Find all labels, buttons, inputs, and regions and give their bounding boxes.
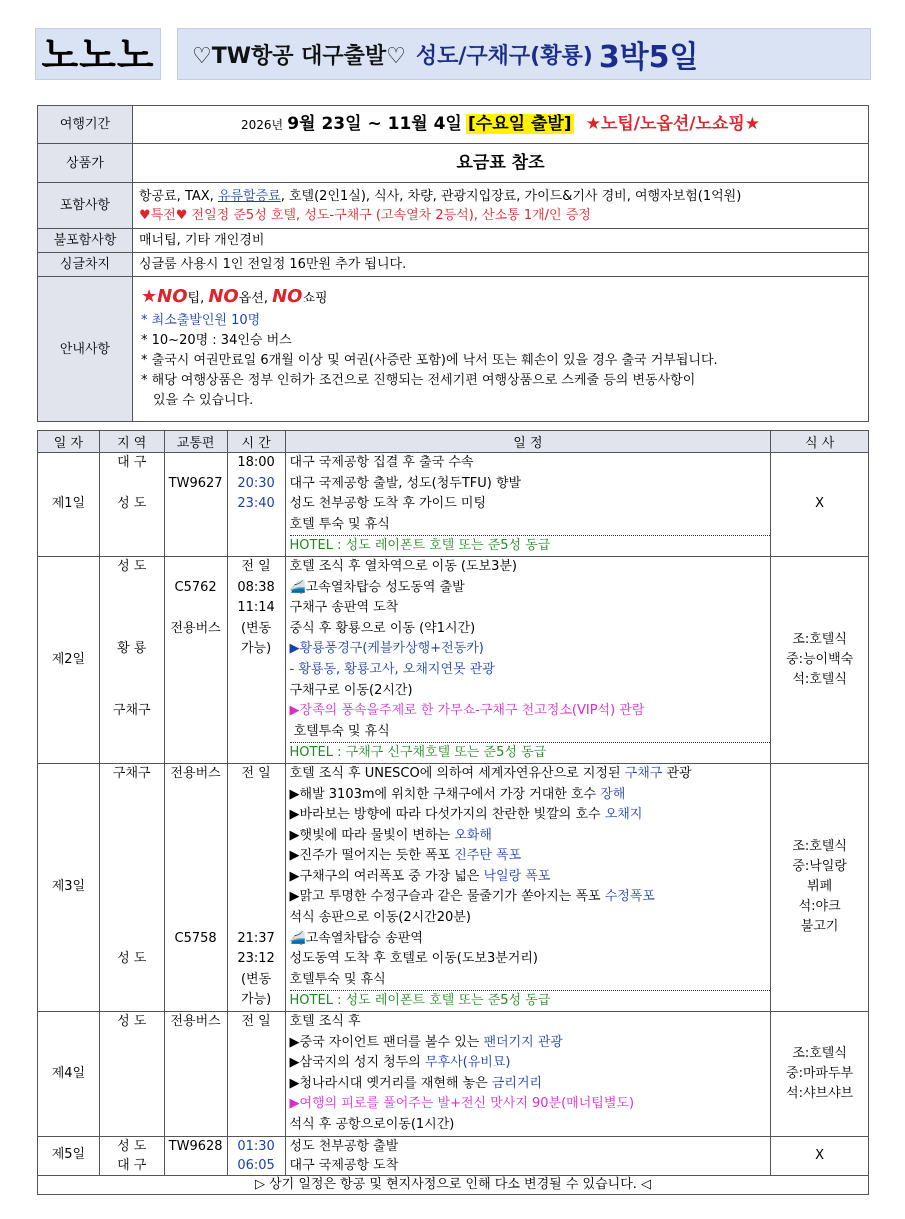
day-4-transport <box>164 1012 227 1137</box>
notice-line-4: * 출국시 여권만료일 6개월 이상 및 여권(사증란 포함)에 낙서 또는 훼손이 있을 경우 출국 거부됩니다. <box>141 353 718 368</box>
day-2-plan-8: ▶장족의 풍속을주제로 한 가무쇼-구채구 천고정소(VIP석) 관람 <box>289 703 645 719</box>
day-4-meal <box>771 1012 869 1137</box>
day-3-times <box>227 763 285 1011</box>
day-2-plan-2: 🚄고속열차탑승 성도동역 출발 <box>289 579 465 595</box>
day-3-city-1: 구채구 <box>112 765 151 781</box>
day-5-region <box>99 1136 164 1175</box>
day-3-dinner-2: 불고기 <box>800 919 839 935</box>
header-transport: 교통편 <box>164 431 227 453</box>
title-duration: 3박5일 <box>598 40 699 75</box>
day-2-breakfast: 조:호텔식 <box>792 631 847 647</box>
day-5-meal: X <box>771 1136 869 1175</box>
day-4-city: 성 도 <box>117 1014 147 1030</box>
header-region: 지 역 <box>99 431 164 453</box>
day-5-flight: TW9628 <box>168 1138 223 1154</box>
day-2-dinner: 석:호텔식 <box>792 671 847 687</box>
day-3-plan <box>285 763 771 1011</box>
day-4-plan-1: 호텔 조식 후 <box>289 1014 361 1030</box>
day-4-time: 전 일 <box>241 1014 271 1030</box>
badge-text: 노노노 <box>41 33 155 77</box>
single-label: 싱글차지 <box>38 253 133 277</box>
notice-no-3: NO <box>272 286 303 307</box>
notice-star: ★ <box>141 286 158 307</box>
title-destination: 성도/구채구(황룡) <box>415 43 593 69</box>
single-value: 싱글룸 사용시 1인 전일정 16만원 추가 됩니다. <box>133 253 869 277</box>
day-4-dinner: 석:샤브샤브 <box>786 1085 854 1101</box>
day-3-breakfast: 조:호텔식 <box>792 839 847 855</box>
day-1-time-2: 20:30 <box>237 475 275 491</box>
day-2-hotel: HOTEL : 구채구 신구채호텔 또는 준5성 동급 <box>290 742 771 763</box>
day-3-lunch-2: 뷔페 <box>807 879 833 895</box>
day-4-plan-2: ▶중국 자이언트 팬더를 볼수 있는 팬더기지 관광 <box>289 1034 563 1050</box>
day-2-label: 제2일 <box>38 556 100 763</box>
day-3-transport <box>164 763 227 1011</box>
period-year: 2026년 <box>241 117 284 132</box>
day-4-plan-3: ▶삼국지의 성지 청두의 무후사(유비묘) <box>289 1055 511 1071</box>
day-1-time-1: 18:00 <box>237 455 275 470</box>
day-5-row <box>38 1136 869 1175</box>
include-value <box>133 183 869 229</box>
day-3-hotel: HOTEL : 성도 레이폰트 호텔 또는 준5성 동급 <box>290 990 771 1011</box>
day-3-plan-5: ▶진주가 떨어지는 듯한 폭포 진주탄 폭포 <box>289 848 522 864</box>
period-range: 9월 23일 ~ 11월 4일 <box>287 113 462 134</box>
day-2-plan-3: 구채구 송판역 도착 <box>289 600 399 616</box>
period-departure: [수요일 출발] <box>468 113 572 134</box>
day-4-row <box>38 1012 869 1137</box>
info-table <box>37 105 869 422</box>
day-1-times <box>227 453 285 557</box>
day-5-time-1: 01:30 <box>237 1138 275 1154</box>
header-date: 일 자 <box>38 431 100 453</box>
day-4-breakfast: 조:호텔식 <box>792 1045 847 1061</box>
day-2-plan-4: 중식 후 황룡으로 이동 (약1시간) <box>289 620 476 636</box>
notice-no-2: NO <box>208 286 239 307</box>
day-3-plan-11: 호텔투숙 및 휴식 <box>289 971 386 987</box>
day-2-city-2: 황 룡 <box>117 641 147 657</box>
day-2-time-4: (변동 <box>240 620 272 636</box>
day-3-time-3: 23:12 <box>237 951 275 967</box>
include-line-2: ♥특전♥ 전일정 준5성 호텔, 성도-구채구 (고속열차 2등석), 산소통 1개/인 증정 <box>139 207 591 223</box>
day-3-plan-8: 석식 송판으로 이동(2시간20분) <box>289 910 471 926</box>
day-1-transport <box>164 453 227 557</box>
title-airline: ♡TW항공 대구출발♡ <box>192 43 406 69</box>
notice-value <box>133 277 869 422</box>
day-3-bus: 전용버스 <box>170 765 221 781</box>
day-3-dinner: 석:야크 <box>798 899 841 915</box>
header-itinerary: 일 정 <box>285 431 771 453</box>
day-4-plan-4: ▶청나라시대 옛거리를 재현해 놓은 금리거리 <box>289 1075 543 1091</box>
include-text-fuel: 유류할증료 <box>217 188 281 204</box>
day-2-city-3: 구채구 <box>112 703 151 719</box>
day-4-times <box>227 1012 285 1137</box>
day-4-plan-6: 석식 후 공항으로이동(1시간) <box>289 1117 455 1132</box>
day-3-train: C5758 <box>174 930 217 946</box>
notice-shopping: 쇼핑 <box>302 291 328 306</box>
day-4-plan <box>285 1012 771 1137</box>
day-3-row <box>38 763 869 1011</box>
notice-line-3: * 10~20명 : 34인승 버스 <box>141 333 292 348</box>
day-2-time-2: 08:38 <box>237 579 275 595</box>
day-3-city-2: 성 도 <box>117 951 147 967</box>
notice-option: 옵션, <box>238 291 273 306</box>
day-3-time-4: (변동 <box>240 971 272 987</box>
day-2-lunch: 중:능이백숙 <box>786 651 854 667</box>
day-3-plan-1: 호텔 조식 후 UNESCO에 의하여 세계자연유산으로 지정된 구채구 관광 <box>289 765 692 781</box>
day-5-city-1: 성 도 <box>117 1138 147 1154</box>
day-2-plan-5: ▶황룡풍경구(케블카상행+전동카) <box>289 641 484 657</box>
include-text-a: 항공료, TAX, <box>139 188 218 204</box>
day-2-time-1: 전 일 <box>241 558 271 574</box>
day-3-time-1: 전 일 <box>241 765 271 781</box>
day-1-meal: X <box>771 453 869 557</box>
day-2-train: C5762 <box>174 579 217 595</box>
schedule-footnote: ▷ 상기 일정은 항공 및 현지사정으로 인해 다소 변경될 수 있습니다. ◁ <box>38 1175 869 1194</box>
page-title <box>177 28 871 80</box>
day-1-region <box>99 453 164 557</box>
day-4-plan-5: ▶여행의 피로를 풀어주는 발+전신 맛사지 90분(매너팁별도) <box>289 1096 635 1112</box>
day-3-region <box>99 763 164 1011</box>
period-tag: ★노팁/노옵션/노쇼핑★ <box>585 113 760 134</box>
day-3-plan-6: ▶구채구의 여러폭포 중 가장 넓은 낙일랑 폭포 <box>289 868 551 884</box>
day-3-plan-2: ▶해발 3103m에 위치한 구채구에서 가장 거대한 호수 장해 <box>289 786 626 802</box>
notice-tip: 팁, <box>187 291 209 306</box>
header-time: 시 간 <box>227 431 285 453</box>
day-2-meal <box>771 556 869 763</box>
day-2-transport <box>164 556 227 763</box>
include-text-c: , 호텔(2인1실), 식사, 차량, 관광지입장료, 가이드&기사 경비, 여행자보험(1억원) <box>280 188 742 204</box>
product-badge <box>35 28 161 80</box>
include-label: 포함사항 <box>38 183 133 229</box>
day-1-hotel: HOTEL : 성도 레이폰트 호텔 또는 준5성 동급 <box>290 535 771 556</box>
day-1-city-1: 대 구 <box>117 455 147 470</box>
day-2-time-5: 가능) <box>240 641 272 657</box>
day-4-region <box>99 1012 164 1137</box>
notice-no-1: NO <box>157 286 188 307</box>
notice-no-line <box>141 287 862 311</box>
day-3-plan-9: 🚄고속열차탑승 송판역 <box>289 930 423 946</box>
period-value <box>133 106 869 144</box>
day-3-label: 제3일 <box>38 763 100 1011</box>
day-2-bus: 전용버스 <box>170 620 221 636</box>
exclude-label: 불포함사항 <box>38 229 133 253</box>
notice-line-5: * 해당 여행상품은 정부 인허가 조건으로 진행되는 전세기편 여행상품으로 스케줄 등의 변동사항이 <box>141 373 696 388</box>
day-1-city-2: 성 도 <box>117 496 147 512</box>
day-2-plan-7: 구채구로 이동(2시간) <box>289 682 413 698</box>
price-value: 요금표 참조 <box>133 144 869 183</box>
day-3-meal <box>771 763 869 1011</box>
day-1-plan-4: 호텔 투숙 및 휴식 <box>289 516 390 532</box>
day-1-label: 제1일 <box>38 453 100 557</box>
notice-line-6: 있을 수 있습니다. <box>153 393 254 408</box>
day-5-plan <box>285 1136 771 1175</box>
day-1-time-3: 23:40 <box>237 496 275 512</box>
day-5-time-2: 06:05 <box>237 1157 275 1173</box>
day-5-transport <box>164 1136 227 1175</box>
day-1-plan <box>285 453 771 557</box>
day-2-plan-6: - 황룡동, 황룡고사, 오채지연못 관광 <box>289 661 495 677</box>
notice-line-2: * 최소출발인원 10명 <box>141 313 261 328</box>
day-1-flight: TW9627 <box>168 475 223 491</box>
price-label: 상품가 <box>38 144 133 183</box>
day-5-plan-2: 대구 국제공항 도착 <box>289 1157 399 1173</box>
day-3-plan-4: ▶햇빛에 따라 물빛이 변하는 오화해 <box>289 827 492 843</box>
period-label: 여행기간 <box>38 106 133 144</box>
day-4-bus: 전용버스 <box>170 1014 221 1030</box>
day-2-times <box>227 556 285 763</box>
include-line-1 <box>139 187 862 206</box>
day-1-plan-3: 성도 천부공항 도착 후 가이드 미팅 <box>289 496 487 512</box>
exclude-value: 매너팁, 기타 개인경비 <box>133 229 869 253</box>
day-2-time-3: 11:14 <box>237 600 275 616</box>
day-2-row <box>38 556 869 763</box>
schedule-table <box>37 430 869 1195</box>
day-3-plan-7: ▶맑고 투명한 수정구슬과 같은 물줄기가 쏟아지는 폭포 수정폭포 <box>289 889 655 905</box>
day-3-lunch: 중:낙일랑 <box>792 859 847 875</box>
day-3-plan-10: 성도동역 도착 후 호텔로 이동(도보3분거리) <box>289 951 538 967</box>
day-3-time-5: 가능) <box>240 992 272 1008</box>
day-2-plan <box>285 556 771 763</box>
day-2-plan-1: 호텔 조식 후 열차역으로 이동 (도보3분) <box>289 558 517 574</box>
notice-label: 안내사항 <box>38 277 133 422</box>
day-2-plan-9: 호텔투숙 및 휴식 <box>293 723 390 739</box>
day-1-plan-2: 대구 국제공항 출발, 성도(청두TFU) 향발 <box>289 475 522 491</box>
header-meal: 식 사 <box>771 431 869 453</box>
day-5-city-2: 대 구 <box>117 1157 147 1173</box>
day-3-time-2: 21:37 <box>237 930 275 946</box>
day-2-region <box>99 556 164 763</box>
day-5-times <box>227 1136 285 1175</box>
day-4-label: 제4일 <box>38 1012 100 1137</box>
day-5-label: 제5일 <box>38 1136 100 1175</box>
day-2-city-1: 성 도 <box>117 558 147 574</box>
day-4-lunch: 중:마파두부 <box>786 1065 854 1081</box>
day-3-plan-3: ▶바라보는 방향에 따라 다섯가지의 찬란한 빛깔의 호수 오채지 <box>289 807 643 823</box>
day-5-plan-1: 성도 천부공항 출발 <box>289 1138 399 1154</box>
day-1-plan-1: 대구 국제공항 집결 후 출국 수속 <box>289 455 474 470</box>
day-1-row <box>38 453 869 557</box>
